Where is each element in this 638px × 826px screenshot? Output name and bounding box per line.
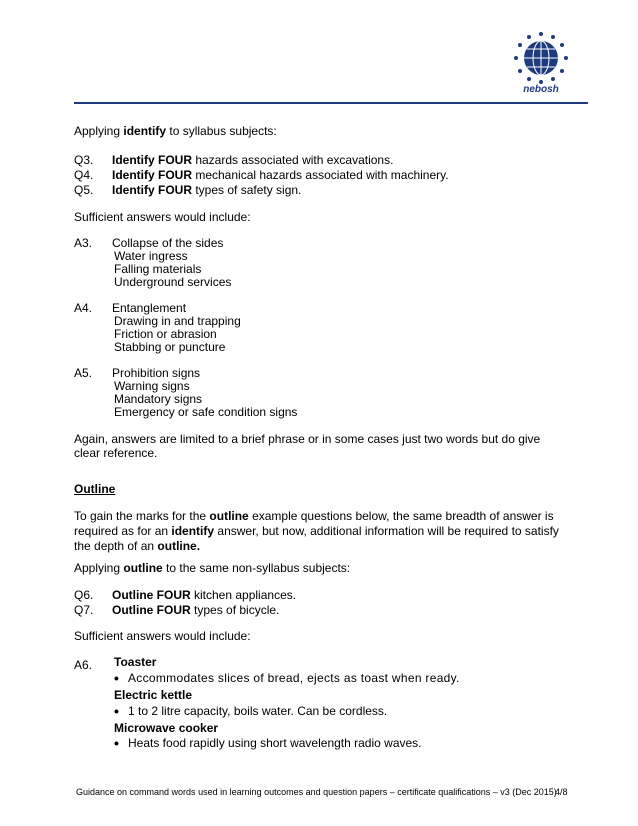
answer-item: Falling materials: [114, 262, 202, 276]
question-text: Outline FOUR types of bicycle.: [112, 603, 280, 617]
question-text: Outline FOUR kitchen appliances.: [112, 588, 297, 602]
outline-heading: Outline: [74, 482, 116, 496]
answer-item-description: Accommodates slices of bread, ejects as toast when ready.: [128, 671, 460, 685]
header-divider: [74, 102, 588, 104]
bullet-icon: •: [114, 670, 119, 686]
answer-item-description: 1 to 2 litre capacity, boils water. Can be cordless.: [128, 704, 388, 718]
answer-item: Friction or abrasion: [114, 327, 217, 341]
page-number: 4/8: [555, 787, 568, 797]
bullet-icon: •: [114, 735, 119, 751]
answer-number: A3.: [74, 236, 93, 250]
again-paragraph-line2: clear reference.: [74, 446, 158, 460]
answer-item-description: Heats food rapidly using short wavelength radio waves.: [128, 736, 422, 750]
question-number: Q4.: [74, 168, 94, 182]
answer-item-title: Toaster: [114, 655, 157, 669]
applying-outline-line: Applying outline to the same non-syllabus subjects:: [74, 561, 351, 575]
question-number: Q7.: [74, 603, 94, 617]
answer-item: Underground services: [114, 275, 232, 289]
answer-item: Entanglement: [112, 301, 187, 315]
answer-item: Stabbing or puncture: [114, 340, 226, 354]
answer-item: Mandatory signs: [114, 392, 203, 406]
outline-paragraph-line1: To gain the marks for the outline example questions below, the same breadth of answer is: [74, 509, 554, 523]
answer-item: Prohibition signs: [112, 366, 201, 380]
question-number: Q5.: [74, 183, 94, 197]
question-text: Identify FOUR mechanical hazards associated with machinery.: [112, 168, 449, 182]
answer-item: Collapse of the sides: [112, 236, 224, 250]
answer-item: Drawing in and trapping: [114, 314, 241, 328]
question-text: Identify FOUR hazards associated with excavations.: [112, 153, 394, 167]
question-text: Identify FOUR types of safety sign.: [112, 183, 302, 197]
answer-item-title: Electric kettle: [114, 688, 193, 702]
applying-identify-line: Applying identify to syllabus subjects:: [74, 124, 277, 138]
answer-number: A5.: [74, 366, 93, 380]
answer-item-title: Microwave cooker: [114, 721, 219, 735]
globe-icon: [506, 30, 576, 86]
outline-paragraph-line2: required as for an identify answer, but now, additional information will be required to satisfy: [74, 524, 559, 538]
logo-wordmark: nebosh: [523, 84, 559, 95]
outline-paragraph-line3: the depth of an outline.: [74, 539, 201, 553]
sufficient-answers-label: Sufficient answers would include:: [74, 629, 251, 643]
question-number: Q6.: [74, 588, 94, 602]
footer-text: Guidance on command words used in learning outcomes and question papers – certificate qualifications – v3 (Dec 2015): [76, 787, 557, 797]
sufficient-answers-label: Sufficient answers would include:: [74, 210, 251, 224]
bullet-icon: •: [114, 703, 119, 719]
question-number: Q3.: [74, 153, 94, 167]
again-paragraph-line1: Again, answers are limited to a brief phrase or in some cases just two words but do give: [74, 432, 541, 446]
answer-item: Water ingress: [114, 249, 188, 263]
answer-item: Warning signs: [114, 379, 190, 393]
answer-number: A4.: [74, 301, 93, 315]
answer-item: Emergency or safe condition signs: [114, 405, 298, 419]
nebosh-logo: [506, 30, 576, 102]
answer-number: A6.: [74, 658, 93, 672]
